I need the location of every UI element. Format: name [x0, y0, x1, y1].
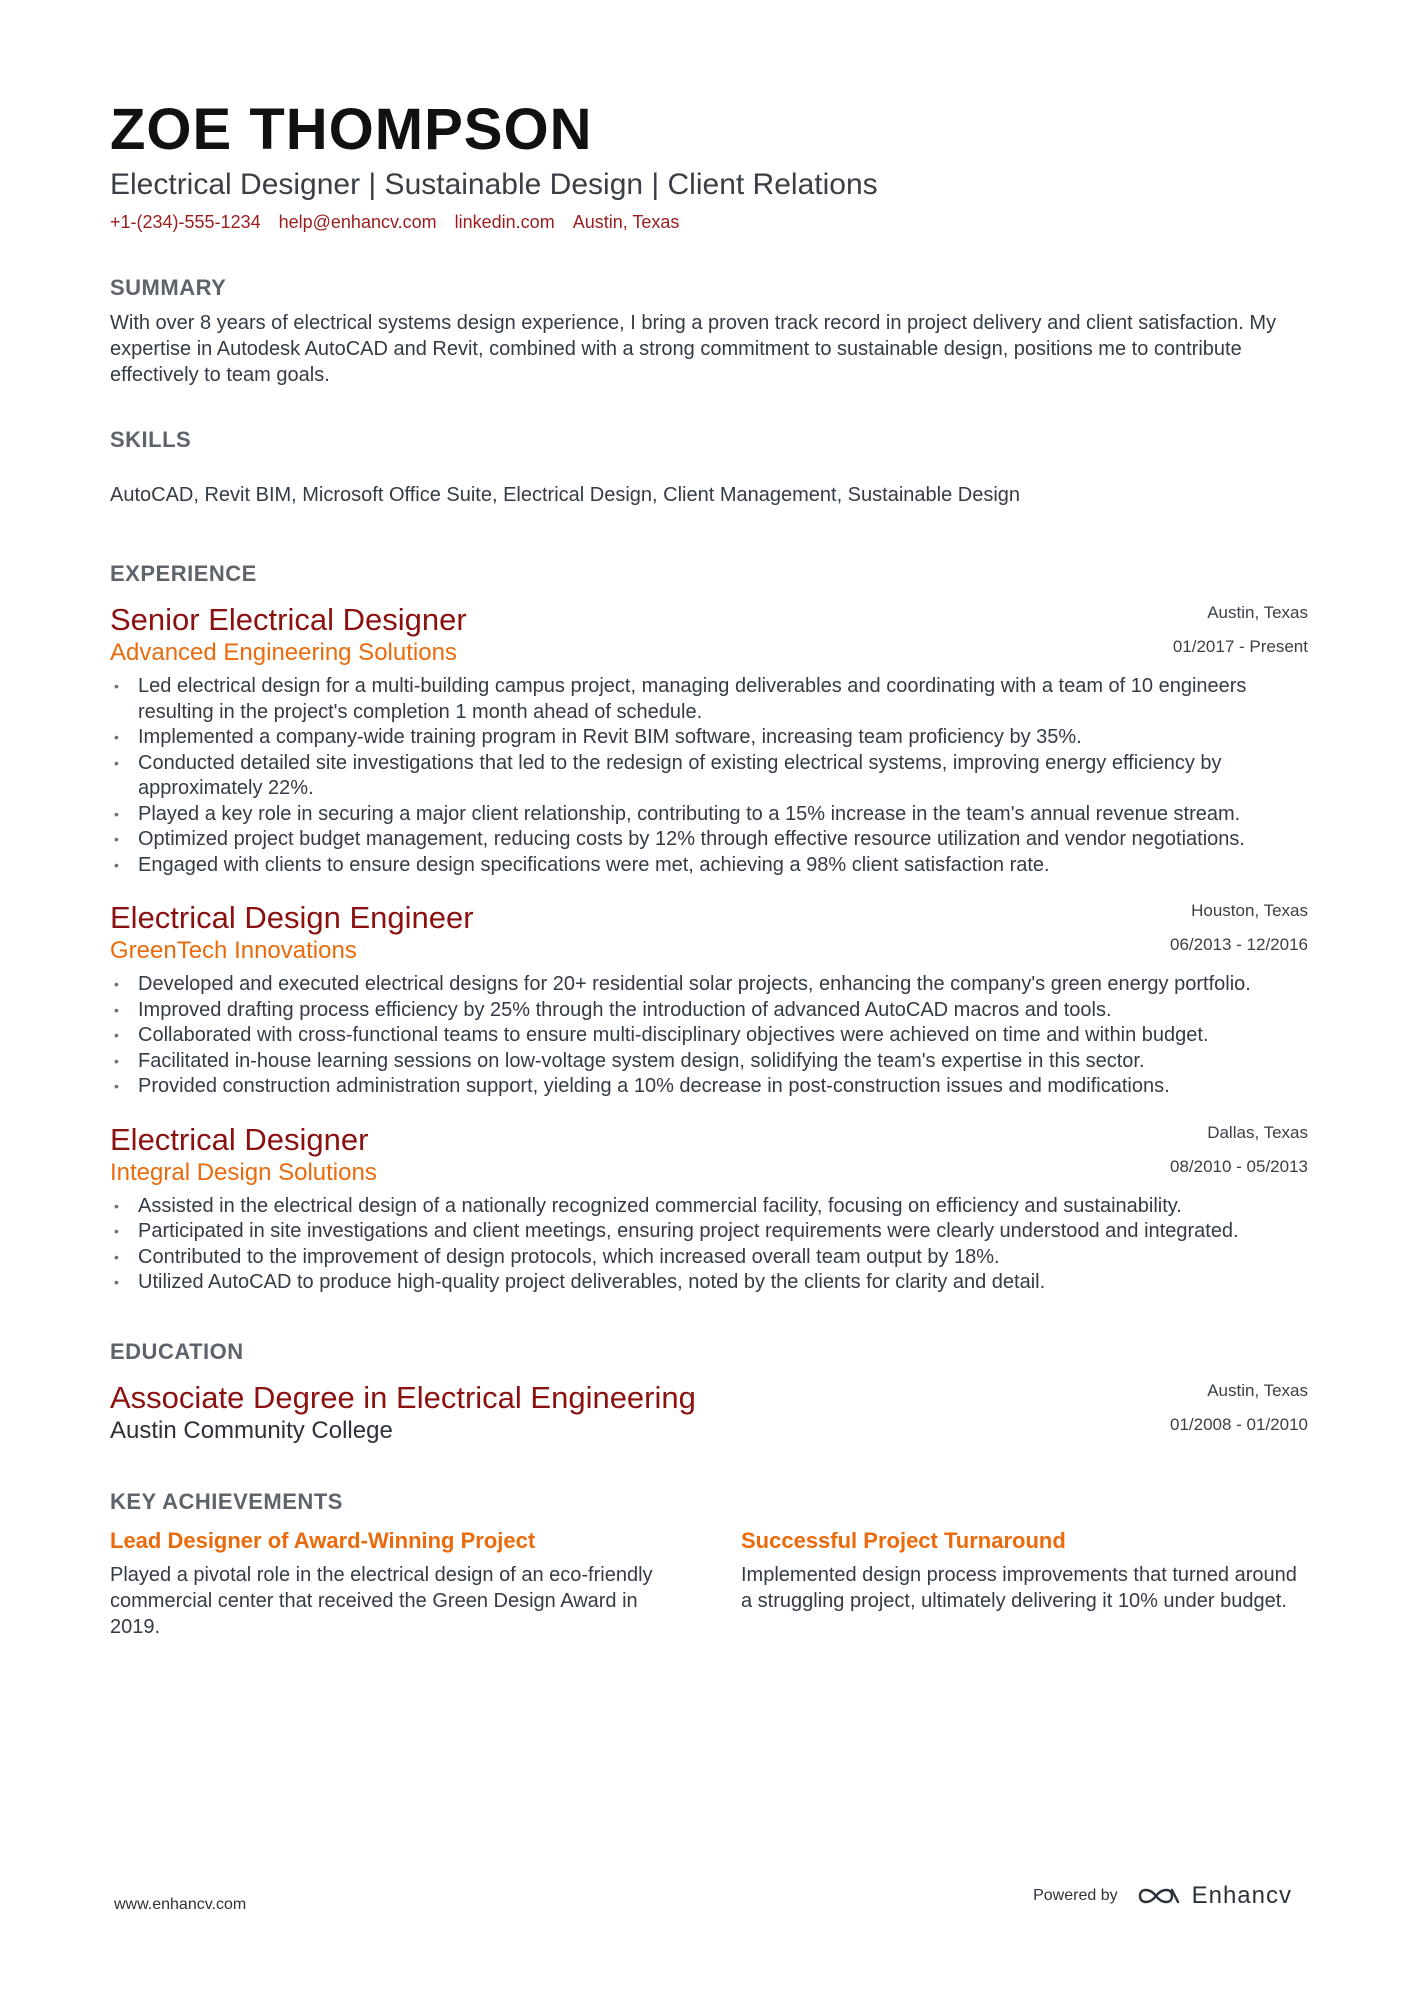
achievement-description: Played a pivotal role in the electrical design of an eco-friendly commercial center that received the Green Design Award in 2019. [110, 1563, 653, 1638]
achievement-title: Lead Designer of Award-Winning Project [110, 1527, 536, 1553]
contact-info [110, 210, 1308, 234]
achievement-item [741, 1526, 1308, 1640]
job-bullet: • Contributed to the improvement of design protocols, which increased overall team output by 18%. [110, 1245, 1308, 1271]
job-bullets [110, 1194, 1308, 1296]
job-company: Integral Design Solutions [110, 1158, 377, 1186]
summary-heading: SUMMARY [110, 275, 227, 300]
headline: Electrical Designer | Sustainable Design | Client Relations [110, 168, 878, 201]
achievement-item [110, 1526, 677, 1640]
job-bullet: • Optimized project budget management, reducing costs by 12% through effective resource utilization and vendor negotiations. [110, 827, 1308, 853]
job-entry [110, 1122, 1308, 1296]
job-header [110, 1122, 1308, 1188]
job-header [110, 602, 1308, 668]
education-heading: EDUCATION [110, 1338, 244, 1364]
job-location: Austin, Texas [1207, 603, 1308, 622]
education-location: Austin, Texas [1207, 1380, 1308, 1400]
education-header [110, 1380, 1308, 1446]
job-bullet: • Provided construction administration support, yielding a 10% decrease in post-construction issues and modifications. [110, 1074, 1308, 1100]
achievement-title: Successful Project Turnaround [741, 1527, 1066, 1553]
job-dates: 01/2017 - Present [1172, 637, 1308, 656]
achievement-description: Implemented design process improvements that turned around a struggling project, ultimately delivering it 10% under budget. [741, 1563, 1297, 1612]
job-bullet: • Participated in site investigations and client meetings, ensuring project requirements were clearly understood and integrated. [110, 1219, 1308, 1245]
school-name: Austin Community College [110, 1416, 393, 1444]
job-entry [110, 900, 1308, 1100]
job-bullet: • Assisted in the electrical design of a nationally recognized commercial facility, focusing on efficiency and sustainability. [110, 1194, 1308, 1220]
achievements-grid [110, 1526, 1308, 1640]
resume-content [110, 98, 1308, 1640]
education-dates: 01/2008 - 01/2010 [1169, 1414, 1308, 1434]
job-bullet: • Improved drafting process efficiency by 25% through the introduction of advanced AutoCAD macros and tools. [110, 998, 1308, 1024]
degree-title: Associate Degree in Electrical Engineering [110, 1379, 696, 1415]
brand-logo[interactable] [1136, 1882, 1292, 1910]
education-entry [110, 1380, 1308, 1446]
job-entry [110, 602, 1308, 878]
experience-heading: EXPERIENCE [110, 561, 257, 586]
brand-name: Enhancv [1191, 1882, 1292, 1909]
powered-by-label: Powered by [1033, 1887, 1118, 1904]
job-location: Dallas, Texas [1207, 1122, 1308, 1142]
experience-list [110, 602, 1308, 1296]
job-bullet: • Collaborated with cross-functional teams to ensure multi-disciplinary objectives were achieved on time and within budget. [110, 1023, 1308, 1049]
job-company: GreenTech Innovations [110, 937, 357, 964]
job-company: Advanced Engineering Solutions [110, 639, 457, 666]
contact-location: Austin, Texas [572, 212, 680, 232]
job-title: Senior Electrical Designer [110, 602, 467, 637]
job-title: Electrical Design Engineer [110, 900, 474, 935]
job-dates: 08/2010 - 05/2013 [1169, 1156, 1308, 1176]
job-bullet: • Engaged with clients to ensure design specifications were met, achieving a 98% client satisfaction rate. [110, 853, 1308, 879]
skills-heading: SKILLS [110, 427, 192, 452]
job-bullet: • Led electrical design for a multi-building campus project, managing deliverables and coordinating with a team of 10 engineers resulting in the project's completion 1 month ahead of schedule. [110, 674, 1308, 725]
footer-branding [1033, 1882, 1292, 1910]
job-bullets [110, 674, 1308, 878]
contact-phone[interactable]: +1-(234)-555-1234 [110, 212, 261, 232]
job-bullet: • Conducted detailed site investigations that led to the redesign of existing electrical systems, improving energy efficiency by approximately 22%. [110, 751, 1308, 802]
job-header [110, 900, 1308, 966]
summary-text: With over 8 years of electrical systems design experience, I bring a proven track record in project delivery and client satisfaction. My expertise in Autodesk AutoCAD and Revit, combined with a strong commitment to sustainable design, positions me to contribute effectively to team goals. [110, 312, 1277, 386]
footer-website[interactable]: www.enhancv.com [114, 1896, 247, 1913]
job-bullets [110, 972, 1308, 1100]
job-bullet: • Implemented a company-wide training program in Revit BIM software, increasing team proficiency by 35%. [110, 725, 1308, 751]
enhancv-logo-icon [1136, 1884, 1182, 1908]
job-dates: 06/2013 - 12/2016 [1169, 935, 1308, 954]
achievements-heading: KEY ACHIEVEMENTS [110, 1488, 343, 1514]
job-title: Electrical Designer [110, 1121, 369, 1157]
contact-email[interactable]: help@enhancv.com [278, 212, 437, 232]
job-bullet: • Played a key role in securing a major client relationship, contributing to a 15% increase in the team's annual revenue stream. [110, 802, 1308, 828]
job-location: Houston, Texas [1191, 901, 1308, 920]
job-bullet: • Facilitated in-house learning sessions on low-voltage system design, solidifying the team's expertise in this sector. [110, 1049, 1308, 1075]
candidate-name: ZOE THOMPSON [110, 97, 593, 162]
job-bullet: • Developed and executed electrical designs for 20+ residential solar projects, enhancing the company's green energy portfolio. [110, 972, 1308, 998]
contact-linkedin[interactable]: linkedin.com [454, 212, 555, 232]
skills-text: AutoCAD, Revit BIM, Microsoft Office Suite, Electrical Design, Client Management, Sustainable Design [110, 484, 1021, 506]
job-bullet: • Utilized AutoCAD to produce high-quality project deliverables, noted by the clients for clarity and detail. [110, 1270, 1308, 1296]
